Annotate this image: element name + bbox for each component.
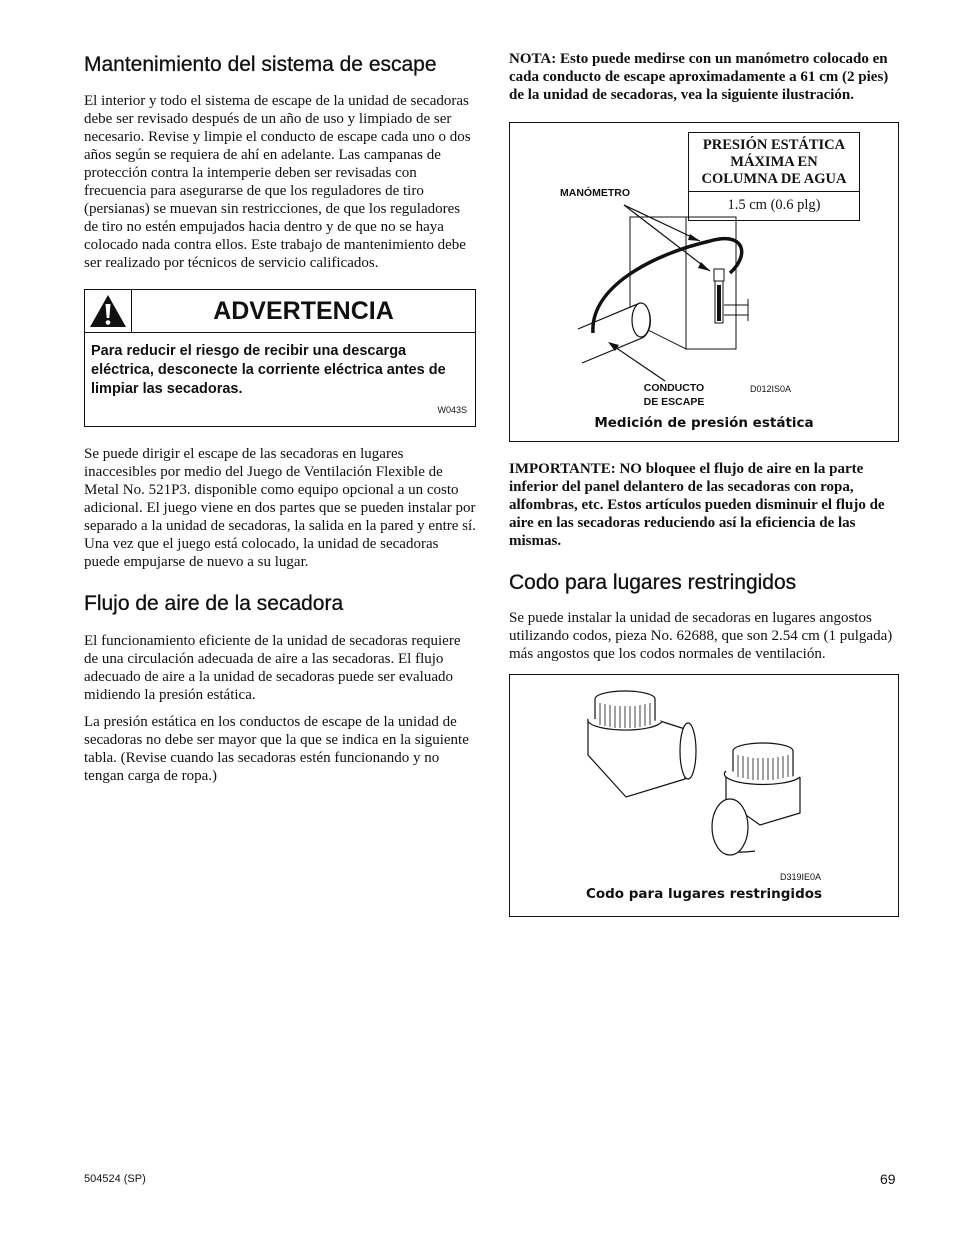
label-exhaust-duct-line1: CONDUCTO [643, 382, 705, 394]
right-column [509, 50, 901, 917]
heading-dryer-airflow: Flujo de aire de la secadora [84, 592, 344, 616]
warning-body [85, 333, 475, 426]
left-column [84, 50, 476, 785]
caption-static-pressure: Medición de presión estática [594, 415, 814, 431]
footer-doc-number: 504524 (SP) [84, 1173, 146, 1185]
label-exhaust-duct-line2: DE ESCAPE [643, 396, 705, 408]
figure-static-pressure [509, 122, 899, 442]
label-exhaust-duct [634, 381, 714, 409]
note-manometer: NOTA: Esto puede medirse con un manómetro colocado en cada conducto de escape aproximadamente a 61 cm (2 pies) de la unidad de secadoras, vea la siguiente ilustración. [509, 51, 889, 103]
static-pressure-table-header: PRESIÓN ESTÁTICA MÁXIMA EN COLUMNA DE AGUA [689, 133, 859, 192]
figure-restricted-elbow [509, 674, 899, 917]
warning-header [85, 290, 475, 333]
heading-restricted-elbow: Codo para lugares restringidos [509, 571, 797, 594]
paragraph-flexible-vent-kit: Se puede dirigir el escape de las secadoras en lugares inaccesibles por medio del Juego de Ventilación Flexible de Metal No. 521P3. disponible como equipo opcional a un costo adicional. El juego viene en dos partes que se pueden instalar por separado a la unidad de secadoras, la salida en la pared y entre sí. Una vez que el juego está colocado, la unidad de secadoras puede empujarse de nuevo a su lugar. [84, 446, 476, 571]
paragraph-restricted-elbow: Se puede instalar la unidad de secadoras en lugares angostos utilizando codos, pieza No. 62688, que son 2.54 cm (1 pulgada) más angostos que los codos normales de ventilación. [509, 610, 893, 663]
figure-code-static-pressure: D012IS0A [750, 384, 792, 394]
warning-box [84, 289, 476, 427]
caption-restricted-elbow: Codo para lugares restringidos [585, 886, 823, 903]
warning-triangle-icon [85, 290, 132, 332]
paragraph-airflow: El funcionamiento eficiente de la unidad de secadoras requiere de una circulación adecuada de aire a las secadoras. El flujo adecuado de aire a la unidad de secadoras puede ser evaluado midiendo la presión estática. [84, 632, 461, 703]
paragraph-static-pressure: La presión estática en los conductos de escape de la unidad de secadoras no debe ser mayor que la que se indica en la siguiente tabla. (Revise cuando las secadoras estén funcionando y no tengan carga de ropa.) [84, 713, 469, 784]
elbow-2 [712, 743, 800, 855]
paragraph-exhaust-maintenance: El interior y todo el sistema de escape de la unidad de secadoras debe ser revisado después de un año de uso y limpiado de ser necesario. Revise y limpie el conducto de escape cada uno o dos años según se requiera de ahí en adelante. Las campanas de protección contra la intemperie deben ser revisadas con frecuencia para asegurarse de que los reguladores de tiro (persianas) se muevan sin restricciones, de que los reguladores de tiro no estén empujados hacia dentro y de que no se haya colocado nada contra ellos. Este trabajo de mantenimiento debe ser realizado por técnicos de servicio calificados. [84, 93, 471, 272]
static-pressure-table-value: 1.5 cm (0.6 plg) [727, 197, 821, 213]
label-manometer: MANÓMETRO [560, 187, 630, 199]
important-note-airflow: IMPORTANTE: NO bloquee el flujo de aire en la parte inferior del panel delantero de las secadoras con ropa, alfombras, etc. Estos artículos pueden disminuir el flujo de aire en las secadoras reduciendo así la eficiencia de las mismas. [509, 461, 885, 549]
figure-code-restricted-elbow: D319IE0A [780, 872, 822, 883]
heading-exhaust-maintenance: Mantenimiento del sistema de escape [84, 53, 437, 76]
footer-page-number: 69 [880, 1171, 896, 1187]
warning-title: ADVERTENCIA [213, 296, 394, 325]
elbow-1 [588, 691, 696, 797]
warning-text: Para reducir el riesgo de recibir una descarga eléctrica, desconecte la corriente eléctrica antes de limpiar las secadoras. [91, 343, 446, 398]
static-pressure-table [688, 132, 860, 221]
restricted-elbow-illustration [510, 675, 898, 916]
warning-code: W043S [437, 405, 467, 416]
